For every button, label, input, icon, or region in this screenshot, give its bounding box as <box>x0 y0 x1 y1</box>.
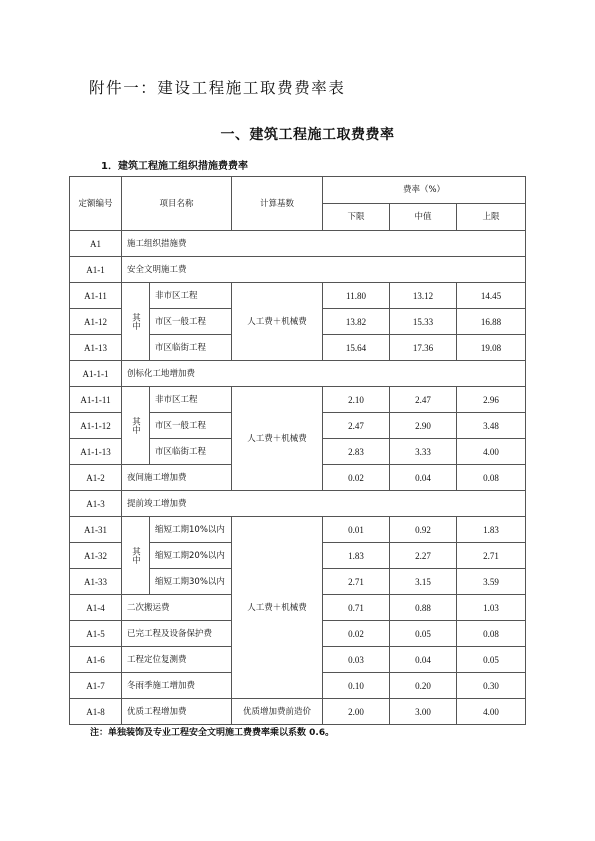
row-name: 缩短工期10%以内 <box>150 517 232 543</box>
row-name: 非市区工程 <box>150 387 232 413</box>
table-footnote: 注：单独装饰及专业工程安全文明施工费费率乘以系数 0.6。 <box>90 728 335 738</box>
rate-mid: 0.04 <box>390 465 457 491</box>
section-title: 一、建筑工程施工取费费率 <box>220 127 395 143</box>
table-row <box>70 283 526 309</box>
row-code: A1 <box>70 231 122 257</box>
header-code: 定额编号 <box>70 177 122 231</box>
rate-high: 14.45 <box>457 283 526 309</box>
row-code: A1-8 <box>70 699 122 725</box>
rate-mid: 15.33 <box>390 309 457 335</box>
row-code: A1-7 <box>70 673 122 699</box>
rate-mid: 0.88 <box>390 595 457 621</box>
rate-mid: 2.47 <box>390 387 457 413</box>
rate-mid: 2.27 <box>390 543 457 569</box>
qizhong-label: 其中 <box>122 517 150 595</box>
table-row <box>70 699 526 725</box>
rate-mid: 0.05 <box>390 621 457 647</box>
row-code: A1-33 <box>70 569 122 595</box>
rate-high: 4.00 <box>457 699 526 725</box>
row-name: 冬雨季施工增加费 <box>122 673 232 699</box>
table-row <box>70 491 526 517</box>
table-row <box>70 231 526 257</box>
rate-low: 13.82 <box>323 309 390 335</box>
row-code: A1-1 <box>70 257 122 283</box>
rate-low: 2.83 <box>323 439 390 465</box>
table-row <box>70 517 526 543</box>
rate-mid: 0.04 <box>390 647 457 673</box>
row-code: A1-3 <box>70 491 122 517</box>
row-name: 工程定位复测费 <box>122 647 232 673</box>
row-code: A1-1-11 <box>70 387 122 413</box>
row-code: A1-12 <box>70 309 122 335</box>
row-code: A1-11 <box>70 283 122 309</box>
table-row <box>70 257 526 283</box>
rate-high: 0.08 <box>457 465 526 491</box>
header-low: 下限 <box>323 204 390 231</box>
rate-low: 0.03 <box>323 647 390 673</box>
row-code: A1-6 <box>70 647 122 673</box>
rate-low: 15.64 <box>323 335 390 361</box>
header-high: 上限 <box>457 204 526 231</box>
rate-high: 19.08 <box>457 335 526 361</box>
row-code: A1-5 <box>70 621 122 647</box>
qizhong-label: 其中 <box>122 283 150 361</box>
rate-mid: 3.33 <box>390 439 457 465</box>
rate-low: 2.71 <box>323 569 390 595</box>
row-name: 已完工程及设备保护费 <box>122 621 232 647</box>
table-row <box>70 361 526 387</box>
calc-base: 人工费＋机械费 <box>232 387 323 491</box>
row-name: 提前竣工增加费 <box>122 491 526 517</box>
calc-base: 人工费＋机械费 <box>232 517 323 699</box>
header-mid: 中值 <box>390 204 457 231</box>
rate-mid: 0.92 <box>390 517 457 543</box>
rate-mid: 3.00 <box>390 699 457 725</box>
header-name: 项目名称 <box>122 177 232 231</box>
rate-high: 0.08 <box>457 621 526 647</box>
row-name: 夜间施工增加费 <box>122 465 232 491</box>
row-code: A1-1-13 <box>70 439 122 465</box>
rate-low: 2.00 <box>323 699 390 725</box>
row-name: 优质工程增加费 <box>122 699 232 725</box>
rate-high: 3.48 <box>457 413 526 439</box>
row-name: 缩短工期30%以内 <box>150 569 232 595</box>
rate-high: 2.96 <box>457 387 526 413</box>
row-code: A1-2 <box>70 465 122 491</box>
row-name: 市区临街工程 <box>150 335 232 361</box>
rate-low: 0.10 <box>323 673 390 699</box>
rate-high: 0.05 <box>457 647 526 673</box>
rate-high: 0.30 <box>457 673 526 699</box>
fee-rate-table <box>69 176 526 725</box>
qizhong-label: 其中 <box>122 387 150 465</box>
row-name: 缩短工期20%以内 <box>150 543 232 569</box>
calc-base: 优质增加费前造价 <box>232 699 323 725</box>
row-name: 市区临街工程 <box>150 439 232 465</box>
row-name: 创标化工地增加费 <box>122 361 526 387</box>
rate-mid: 3.15 <box>390 569 457 595</box>
row-name: 安全文明施工费 <box>122 257 526 283</box>
rate-mid: 2.90 <box>390 413 457 439</box>
row-name: 二次搬运费 <box>122 595 232 621</box>
table-subtitle: 1．建筑工程施工组织措施费费率 <box>101 161 248 172</box>
rate-low: 0.02 <box>323 621 390 647</box>
calc-base: 人工费＋机械费 <box>232 283 323 361</box>
row-code: A1-13 <box>70 335 122 361</box>
table-row <box>70 387 526 413</box>
rate-low: 0.01 <box>323 517 390 543</box>
row-code: A1-32 <box>70 543 122 569</box>
rate-low: 2.10 <box>323 387 390 413</box>
rate-high: 1.83 <box>457 517 526 543</box>
row-code: A1-1-1 <box>70 361 122 387</box>
row-code: A1-1-12 <box>70 413 122 439</box>
header-base: 计算基数 <box>232 177 323 231</box>
rate-high: 4.00 <box>457 439 526 465</box>
rate-mid: 13.12 <box>390 283 457 309</box>
document-title: 附件一：建设工程施工取费费率表 <box>89 79 346 97</box>
rate-high: 16.88 <box>457 309 526 335</box>
row-name: 施工组织措施费 <box>122 231 526 257</box>
rate-high: 1.03 <box>457 595 526 621</box>
rate-low: 0.71 <box>323 595 390 621</box>
header-rate: 费率（%） <box>323 177 526 204</box>
row-code: A1-4 <box>70 595 122 621</box>
rate-high: 3.59 <box>457 569 526 595</box>
rate-low: 0.02 <box>323 465 390 491</box>
rate-low: 2.47 <box>323 413 390 439</box>
rate-mid: 17.36 <box>390 335 457 361</box>
rate-low: 11.80 <box>323 283 390 309</box>
rate-high: 2.71 <box>457 543 526 569</box>
rate-low: 1.83 <box>323 543 390 569</box>
row-code: A1-31 <box>70 517 122 543</box>
row-name: 市区一般工程 <box>150 309 232 335</box>
row-name: 市区一般工程 <box>150 413 232 439</box>
row-name: 非市区工程 <box>150 283 232 309</box>
rate-mid: 0.20 <box>390 673 457 699</box>
